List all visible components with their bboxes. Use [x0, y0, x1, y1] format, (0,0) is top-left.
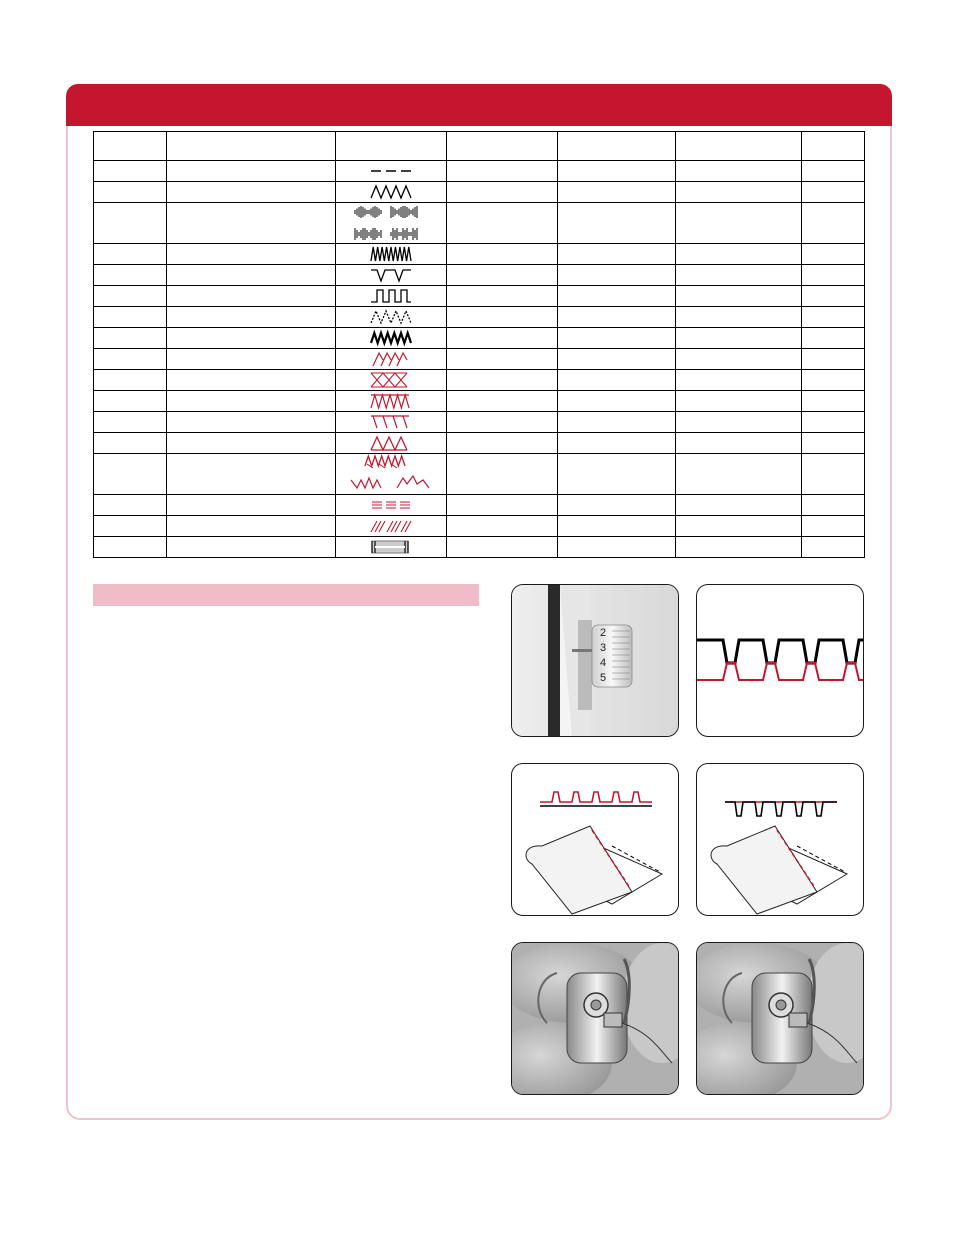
table-row [94, 370, 865, 391]
table-cell [167, 391, 336, 412]
table-cell [802, 516, 865, 537]
stitch-symbol-cell [336, 412, 447, 433]
table-cell [447, 433, 558, 454]
table-cell [558, 516, 676, 537]
stitch-symbol-cell [336, 495, 447, 516]
table-cell [676, 495, 802, 516]
slant-hem-icon [369, 413, 413, 431]
table-cell [676, 182, 802, 203]
bobbin-case-illustration-2 [696, 942, 864, 1095]
table-cell [94, 328, 167, 349]
table-cell [558, 391, 676, 412]
table-cell [447, 307, 558, 328]
dial-number: 4 [600, 657, 607, 669]
table-cell [167, 454, 336, 495]
header-cell [676, 132, 802, 161]
table-row [94, 182, 865, 203]
table-cell [447, 516, 558, 537]
header-cell [558, 132, 676, 161]
fabric-red-thread-illustration [511, 763, 679, 916]
table-cell [447, 328, 558, 349]
table-row [94, 391, 865, 412]
table-cell [802, 349, 865, 370]
table-cell [676, 307, 802, 328]
table-cell [167, 433, 336, 454]
table-row [94, 495, 865, 516]
stitch-symbol-cell [336, 286, 447, 307]
stitch-symbol-cell [336, 391, 447, 412]
bobbin-case-illustration-1 [511, 942, 679, 1095]
table-cell [558, 433, 676, 454]
table-row [94, 433, 865, 454]
header-band [66, 84, 892, 126]
stitch-symbol-cell [336, 161, 447, 182]
stitch-symbol-cell [336, 182, 447, 203]
table-cell [94, 495, 167, 516]
table-cell [447, 244, 558, 265]
table-cell [558, 161, 676, 182]
table-cell [802, 537, 865, 558]
table-cell [676, 286, 802, 307]
table-cell [802, 412, 865, 433]
table-cell [558, 203, 676, 244]
table-cell [676, 516, 802, 537]
square-wave-icon [369, 287, 413, 305]
table-cell [94, 349, 167, 370]
table-cell [94, 182, 167, 203]
table-cell [802, 203, 865, 244]
tension-dial-illustration [511, 584, 679, 737]
table-cell [94, 265, 167, 286]
table-cell [167, 328, 336, 349]
stitch-symbol-cell [336, 433, 447, 454]
table-cell [447, 349, 558, 370]
stitch-symbol-cell [336, 307, 447, 328]
table-cell [676, 391, 802, 412]
table-row [94, 203, 865, 244]
table-cell [94, 307, 167, 328]
table-cell [558, 328, 676, 349]
dial-number: 2 [600, 627, 607, 639]
table-cell [94, 161, 167, 182]
table-cell [94, 412, 167, 433]
table-cell [447, 391, 558, 412]
table-header-row [94, 132, 865, 161]
stitch-symbol-cell [336, 370, 447, 391]
table-cell [167, 182, 336, 203]
table-cell [447, 454, 558, 495]
table-cell [447, 203, 558, 244]
table-cell [676, 203, 802, 244]
table-row [94, 286, 865, 307]
table-cell [447, 286, 558, 307]
table-cell [676, 433, 802, 454]
three-step-zigzag-icon [369, 308, 413, 326]
stitch-table [93, 131, 865, 558]
table-cell [558, 495, 676, 516]
table-cell [676, 244, 802, 265]
section-title-bar [93, 584, 479, 606]
table-cell [167, 203, 336, 244]
stitch-symbol-cell [336, 244, 447, 265]
table-cell [447, 265, 558, 286]
header-cell [336, 132, 447, 161]
table-cell [447, 370, 558, 391]
dial-number: 3 [600, 642, 607, 654]
table-cell [167, 495, 336, 516]
table-cell [802, 286, 865, 307]
table-cell [94, 516, 167, 537]
multi-zigzag-dense-icon [369, 245, 413, 263]
table-cell [447, 537, 558, 558]
table-cell [94, 203, 167, 244]
table-cell [558, 182, 676, 203]
stitch-symbol-cell [336, 537, 447, 558]
table-cell [676, 412, 802, 433]
table-cell [167, 370, 336, 391]
stitch-symbol-cell [336, 349, 447, 370]
fabric-black-thread-illustration [696, 763, 864, 916]
stitch-symbol-cell [336, 203, 447, 244]
table-row [94, 265, 865, 286]
table-cell [802, 328, 865, 349]
table-cell [167, 244, 336, 265]
zigzag-icon [369, 183, 413, 201]
table-cell [802, 265, 865, 286]
table-cell [94, 391, 167, 412]
table-cell [94, 286, 167, 307]
table-row [94, 161, 865, 182]
stitch-symbol-cell [336, 516, 447, 537]
table-cell [167, 412, 336, 433]
triple-straight-icon [369, 496, 413, 514]
balanced-stitch-illustration [696, 584, 864, 737]
table-cell [802, 391, 865, 412]
table-cell [447, 182, 558, 203]
table-cell [167, 537, 336, 558]
table-cell [558, 286, 676, 307]
table-cell [167, 161, 336, 182]
table-row [94, 244, 865, 265]
table-cell [802, 161, 865, 182]
table-cell [94, 433, 167, 454]
table-row [94, 349, 865, 370]
table-cell [558, 307, 676, 328]
table-cell [94, 244, 167, 265]
table-cell [94, 454, 167, 495]
table-cell [167, 286, 336, 307]
table-cell [558, 370, 676, 391]
table-cell [558, 412, 676, 433]
table-cell [447, 495, 558, 516]
header-cell [94, 132, 167, 161]
overlock-icon [369, 392, 413, 410]
buttonhole-icon [369, 538, 413, 556]
table-cell [558, 537, 676, 558]
table-cell [167, 307, 336, 328]
table-row [94, 454, 865, 495]
table-cell [802, 244, 865, 265]
stitch-symbol-cell [336, 265, 447, 286]
table-cell [676, 161, 802, 182]
table-cell [676, 265, 802, 286]
table-cell [558, 454, 676, 495]
table-cell [802, 454, 865, 495]
table-cell [447, 412, 558, 433]
triangle-stitch-icon [369, 434, 413, 452]
header-cell [167, 132, 336, 161]
table-cell [802, 433, 865, 454]
feather-stitch-icon [369, 350, 413, 368]
table-row [94, 328, 865, 349]
table-cell [167, 265, 336, 286]
table-cell [676, 370, 802, 391]
decorative-patterns-icon [343, 454, 439, 494]
elastic-zigzag-icon [369, 329, 413, 347]
stitch-symbol-cell [336, 454, 447, 495]
header-cell [447, 132, 558, 161]
table-cell [802, 307, 865, 328]
satin-patterns-icon [343, 203, 439, 243]
table-row [94, 412, 865, 433]
table-cell [802, 495, 865, 516]
table-row [94, 537, 865, 558]
table-cell [558, 244, 676, 265]
stitch-table-body [94, 132, 865, 558]
table-cell [167, 349, 336, 370]
table-row [94, 307, 865, 328]
table-cell [676, 537, 802, 558]
table-cell [558, 349, 676, 370]
table-cell [94, 370, 167, 391]
table-cell [558, 265, 676, 286]
table-cell [802, 370, 865, 391]
table-cell [676, 328, 802, 349]
cross-stitch-icon [369, 371, 413, 389]
blind-hem-icon [369, 266, 413, 284]
table-cell [802, 182, 865, 203]
table-cell [676, 349, 802, 370]
table-cell [94, 537, 167, 558]
table-cell [167, 516, 336, 537]
table-row [94, 516, 865, 537]
stitch-symbol-cell [336, 328, 447, 349]
table-cell [676, 454, 802, 495]
dial-number: 5 [600, 672, 607, 684]
slant-overlock-icon [369, 517, 413, 535]
header-cell [802, 132, 865, 161]
table-cell [447, 161, 558, 182]
straight-dashed-icon [369, 162, 413, 180]
